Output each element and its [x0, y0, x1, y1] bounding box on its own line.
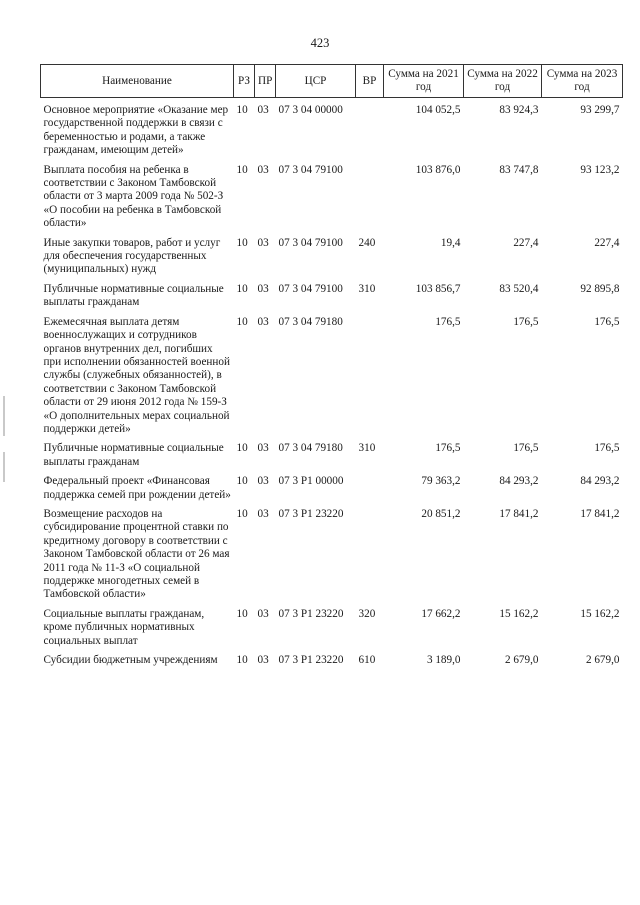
table-row: [41, 283, 623, 310]
table-body: [41, 98, 623, 668]
row-vr: 310: [358, 282, 376, 295]
header-csr: ЦСР: [276, 65, 356, 98]
row-name: Социальные выплаты гражданам, кроме публичных нормативных социальных выплат: [43, 607, 205, 647]
row-sum-2021: 176,5: [435, 315, 461, 328]
table-row: [41, 104, 623, 158]
row-name: Иные закупки товаров, работ и услуг для обеспечения государственных (муниципальных) нужд: [43, 236, 221, 276]
row-csr: 07 3 P1 23220: [278, 507, 344, 520]
row-vr: [356, 475, 384, 502]
row-pr: 03: [257, 507, 269, 520]
row-sum-2021: 103 856,7: [415, 282, 461, 295]
row-sum-2022: 15 162,2: [499, 607, 539, 620]
row-sum-2022: 17 841,2: [499, 507, 539, 520]
row-rz: 10: [236, 507, 248, 520]
row-sum-2022: 176,5: [513, 315, 539, 328]
table-row: [41, 237, 623, 277]
table-row: [41, 316, 623, 437]
row-sum-2023: 93 123,2: [580, 163, 620, 176]
row-sum-2021: 19,4: [440, 236, 461, 249]
row-sum-2021: 176,5: [435, 442, 461, 455]
row-rz: 10: [236, 442, 248, 455]
row-sum-2021: 103 876,0: [415, 163, 461, 176]
row-name: Публичные нормативные социальные выплаты гражданам: [43, 282, 224, 309]
row-vr: 310: [358, 442, 376, 455]
scan-margin-mark: [3, 452, 5, 482]
row-csr: 07 3 04 79100: [278, 163, 343, 176]
row-sum-2023: 93 299,7: [580, 104, 620, 116]
row-sum-2022: 227,4: [513, 236, 539, 249]
row-pr: 03: [257, 442, 269, 455]
row-pr: 03: [257, 104, 269, 116]
table-row: [41, 475, 623, 502]
row-sum-2022: 84 293,2: [499, 475, 539, 488]
row-pr: 03: [257, 282, 269, 295]
row-name: Возмещение расходов на субсидирование процентной ставки по кредитному договору в соответствии с Законом Тамбовской области от 26 мая 2011 года № 11-З «О социальной поддержке многодетных семей в Тамбовской области»: [43, 507, 230, 601]
row-sum-2023: 15 162,2: [580, 607, 620, 620]
row-sum-2022: 83 924,3: [499, 104, 539, 116]
row-csr: 07 3 P1 23220: [278, 654, 344, 667]
row-rz: 10: [236, 163, 248, 176]
header-sum-2021: Сумма на 2021 год: [384, 65, 464, 98]
row-sum-2021: 3 189,0: [426, 654, 461, 667]
row-sum-2023: 17 841,2: [580, 507, 620, 520]
row-csr: 07 3 P1 00000: [278, 475, 344, 488]
row-csr: 07 3 04 79100: [278, 236, 343, 249]
row-vr: 240: [358, 236, 376, 249]
row-csr: 07 3 04 79100: [278, 282, 343, 295]
row-sum-2021: 104 052,5: [415, 104, 461, 116]
header-sum-2023: Сумма на 2023 год: [542, 65, 623, 98]
scan-margin-mark: [3, 396, 5, 436]
budget-table: [40, 64, 623, 667]
row-sum-2023: 84 293,2: [580, 475, 620, 488]
row-rz: 10: [236, 282, 248, 295]
row-name: Публичные нормативные социальные выплаты гражданам: [43, 442, 224, 468]
table-row: [41, 608, 623, 648]
row-sum-2022: 176,5: [513, 442, 539, 455]
row-vr: [356, 104, 384, 158]
row-rz: 10: [236, 236, 248, 249]
row-vr: [356, 316, 384, 437]
row-sum-2023: 92 895,8: [580, 282, 620, 295]
row-vr: 320: [358, 607, 376, 620]
header-sum-2022: Сумма на 2022 год: [464, 65, 542, 98]
row-pr: 03: [257, 654, 269, 667]
row-sum-2022: 83 520,4: [499, 282, 539, 295]
row-sum-2023: 176,5: [594, 315, 620, 328]
row-vr: [356, 164, 384, 231]
row-sum-2023: 176,5: [594, 442, 620, 455]
row-vr: 610: [358, 654, 376, 667]
row-sum-2021: 20 851,2: [421, 507, 461, 520]
table-header-row: [41, 65, 623, 98]
row-name: Субсидии бюджетным учреждениям: [43, 654, 218, 667]
header-vr: ВР: [356, 65, 384, 98]
header-name: Наименование: [41, 65, 234, 98]
row-vr: [356, 508, 384, 602]
table-row: [41, 442, 623, 469]
row-pr: 03: [257, 163, 269, 176]
row-pr: 03: [257, 315, 269, 328]
row-sum-2023: 2 679,0: [585, 654, 620, 667]
row-rz: 10: [236, 654, 248, 667]
row-sum-2022: 83 747,8: [499, 163, 539, 176]
table-row: [41, 164, 623, 231]
row-rz: 10: [236, 475, 248, 488]
row-sum-2021: 79 363,2: [421, 475, 461, 488]
row-csr: 07 3 P1 23220: [278, 607, 344, 620]
row-rz: 10: [236, 104, 248, 116]
table-row: [41, 508, 623, 602]
row-sum-2023: 227,4: [594, 236, 620, 249]
row-sum-2021: 17 662,2: [421, 607, 461, 620]
page-number: 423: [310, 36, 330, 50]
row-name: Основное мероприятие «Оказание мер государственной поддержки в связи с беременностью и родами, а также гражданам, имеющим детей»: [43, 104, 229, 157]
row-pr: 03: [257, 475, 269, 488]
row-csr: 07 3 04 79180: [278, 442, 343, 455]
row-pr: 03: [257, 607, 269, 620]
row-csr: 07 3 04 00000: [278, 104, 343, 116]
row-rz: 10: [236, 607, 248, 620]
row-name: Ежемесячная выплата детям военнослужащих и сотрудников органов внутренних дел, погибших при исполнении обязанностей военной службы (служебных обязанностей), в соответствии с Законом Тамбовской области от 29 июня 2012 года № 159-З «О дополнительных мерах социальной поддержки детей»: [43, 315, 230, 435]
header-pr: ПР: [255, 65, 276, 98]
table-row: [41, 654, 623, 667]
row-name: Федеральный проект «Финансовая поддержка семей при рождении детей»: [43, 475, 231, 501]
header-rz: РЗ: [234, 65, 255, 98]
row-rz: 10: [236, 315, 248, 328]
row-pr: 03: [257, 236, 269, 249]
row-sum-2022: 2 679,0: [504, 654, 539, 667]
row-name: Выплата пособия на ребенка в соответствии с Законом Тамбовской области от 3 марта 2009 года № 502-З «О пособии на ребенка в Тамбовской области»: [43, 163, 224, 230]
row-csr: 07 3 04 79180: [278, 315, 343, 328]
